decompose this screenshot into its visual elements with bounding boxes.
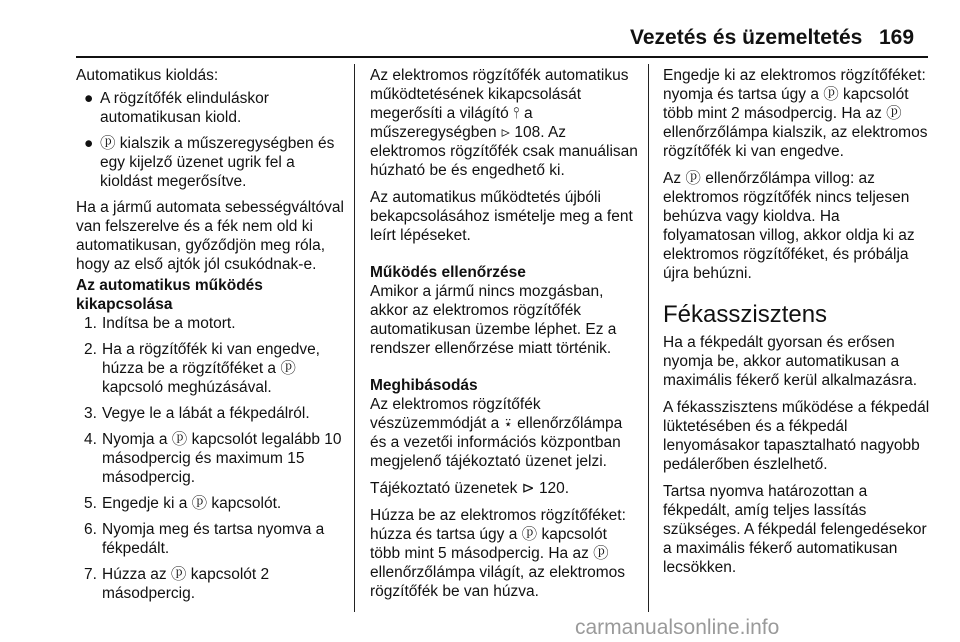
spacer	[370, 366, 640, 376]
step-text: Nyomja a ⓟ kapcsolót legalább 10 másodpercig és maximum 15 másodpercig.	[102, 431, 342, 486]
section-heading: Fékasszisztens	[663, 301, 828, 328]
bullet-icon: ●	[84, 135, 94, 152]
paragraph: Az elektromos rögzítőfék automatikus működtetésének kikapcsolását megerősíti a világító ⫯ a műszeregységben ⊳ 108. Az elektromos rögzítőfék csak manuálisan húzható be és engedhető ki.	[370, 67, 638, 179]
step-item	[76, 520, 344, 558]
step-number: 7.	[84, 566, 97, 583]
paragraph: Az elektromos rögzítőfék vészüzemmódját a ⍣ ellenőrzőlámpa és a vezetői információs központban megjelenő tájékoztató üzenet jelzi.	[370, 396, 623, 470]
paragraph: Tartsa nyomva határozottan a fékpedált, amíg teljes lassítás szükséges. A fékpedál felengedésekor a maximális fékerő automatikusan lecsökken.	[663, 483, 927, 576]
column-1	[76, 66, 344, 610]
step-number: 1.	[84, 315, 97, 332]
step-text: Indítsa be a motort.	[102, 315, 236, 332]
step-number: 5.	[84, 495, 97, 512]
subheading: Meghibásodás	[370, 377, 478, 394]
intro-text: Automatikus kioldás:	[76, 67, 219, 84]
bullet-text: A rögzítőfék elinduláskor automatikusan kiold.	[100, 90, 269, 126]
header-rule	[76, 56, 928, 58]
step-text: Nyomja meg és tartsa nyomva a fékpedált.	[102, 521, 325, 557]
paragraph: Az automatikus működtetés újbóli bekapcsolásához ismételje meg a fent leírt lépéseket.	[370, 189, 633, 244]
step-item	[76, 494, 344, 513]
spacer	[370, 253, 640, 263]
step-text: Ha a rögzítőfék ki van engedve, húzza be a rögzítőféket a ⓟ kapcsoló meghúzásával.	[102, 341, 320, 396]
watermark: carmanualsonline.info	[575, 616, 780, 639]
paragraph: A fékasszisztens működése a fékpedál lüktetésében és a fékpedál lenyomásakor tapasztalható nagyobb pedálerőben észlelhető.	[663, 399, 930, 473]
step-number: 3.	[84, 405, 97, 422]
bullet-icon: ●	[84, 90, 94, 107]
paragraph: Ha a fékpedált gyorsan és erősen nyomja be, akkor automatikusan a maximális fékerő kerül alkalmazásra.	[663, 334, 918, 389]
column-divider-2	[648, 64, 649, 612]
column-3	[663, 66, 931, 585]
step-number: 4.	[84, 431, 97, 448]
bullet-text: ⓟ kialszik a műszeregységben és egy kijelző üzenet ugrik fel a kioldást megerősítve.	[100, 135, 335, 190]
page-number: 169	[879, 26, 915, 49]
step-text: Vegye le a lábát a fékpedálról.	[102, 405, 310, 422]
bullet-item	[76, 134, 344, 191]
step-item	[76, 430, 344, 487]
step-text: Engedje ki a ⓟ kapcsolót.	[102, 495, 282, 512]
step-number: 6.	[84, 521, 97, 538]
step-item	[76, 404, 344, 423]
bullet-item	[76, 89, 344, 127]
subheading: Az automatikus működés kikapcsolása	[76, 277, 263, 313]
paragraph: Tájékoztató üzenetek ⊳ 120.	[370, 480, 570, 497]
step-item	[76, 340, 344, 397]
step-text: Húzza az ⓟ kapcsolót 2 másodpercig.	[102, 566, 270, 602]
step-item	[76, 565, 344, 603]
paragraph: Engedje ki az elektromos rögzítőféket: nyomja és tartsa úgy a ⓟ kapcsolót több mint 2 másodpercig. Ha az ⓟ ellenőrzőlámpa kialszik, az elektromos rögzítőfék ki van engedve.	[663, 67, 928, 160]
column-2	[370, 66, 640, 609]
step-item	[76, 314, 344, 333]
paragraph: Az ⓟ ellenőrzőlámpa villog: az elektromos rögzítőfék nincs teljesen behúzva vagy kioldva. Ha folyamatosan villog, akkor oldja ki az elektromos rögzítőféket, és próbálja újra behúzni.	[663, 170, 915, 282]
paragraph: Húzza be az elektromos rögzítőféket: húzza és tartsa úgy a ⓟ kapcsolót több mint 5 másodpercig. Ha az ⓟ ellenőrzőlámpa világít, az elektromos rögzítőfék be van húzva.	[370, 507, 626, 600]
paragraph: Ha a jármű automata sebességváltóval van felszerelve és a fék nem old ki automatikusan, győződjön meg róla, hogy az első ajtók jól csukódnak-e.	[76, 199, 344, 273]
subheading: Működés ellenőrzése	[370, 264, 526, 281]
paragraph: Amikor a jármű nincs mozgásban, akkor az elektromos rögzítőfék automatikusan üzembe léphet. Ez a rendszer ellenőrzése miatt történik.	[370, 283, 617, 357]
page-header-title: Vezetés és üzemeltetés	[630, 26, 863, 49]
column-divider-1	[354, 64, 355, 612]
step-number: 2.	[84, 341, 97, 358]
